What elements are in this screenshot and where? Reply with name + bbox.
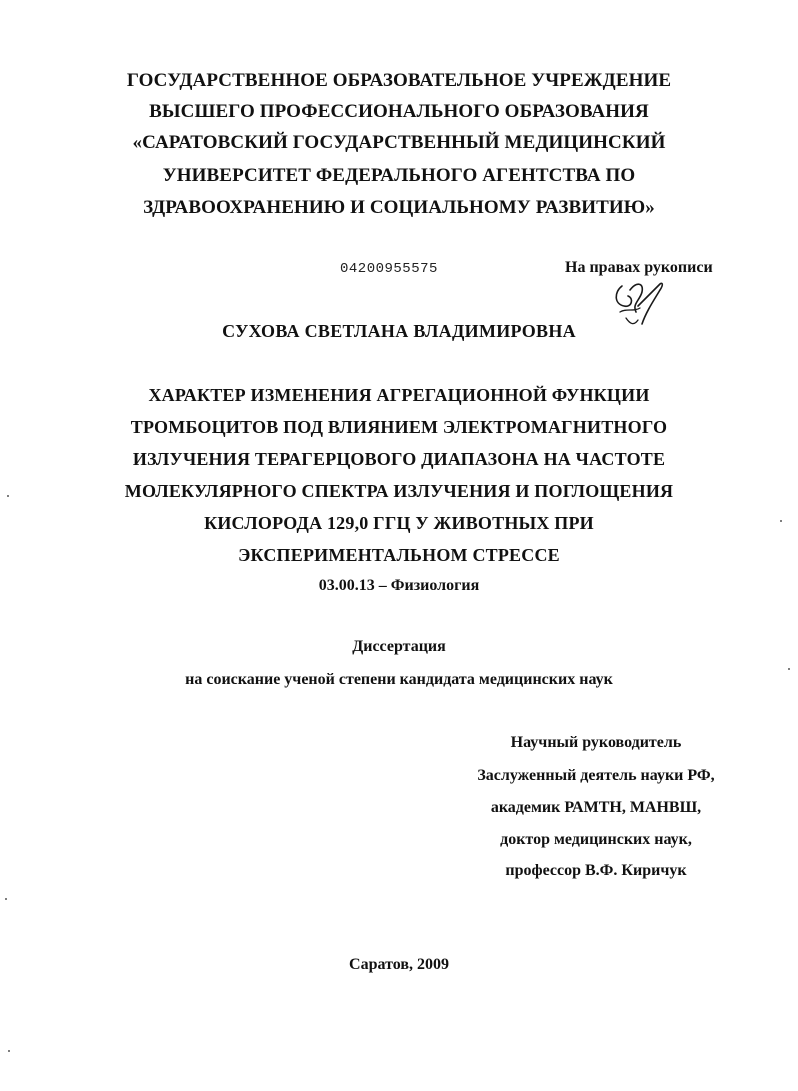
institution-line: УНИВЕРСИТЕТ ФЕДЕРАЛЬНОГО АГЕНТСТВА ПО <box>162 165 636 186</box>
supervisor-line: академик РАМТН, МАНВШ, <box>490 799 702 816</box>
specialty-code: 03.00.13 – Физиология <box>318 577 480 594</box>
title-line: МОЛЕКУЛЯРНОГО СПЕКТРА ИЗЛУЧЕНИЯ И ПОГЛОЩЕНИЯ <box>124 481 674 501</box>
document-type: Диссертация <box>352 638 446 655</box>
scan-speck <box>5 898 7 900</box>
title-line: КИСЛОРОДА 129,0 ГГЦ У ЖИВОТНЫХ ПРИ <box>204 513 594 533</box>
title-line: ИЗЛУЧЕНИЯ ТЕРАГЕРЦОВОГО ДИАПАЗОНА НА ЧАСТОТЕ <box>132 449 666 469</box>
institution-line: ГОСУДАРСТВЕННОЕ ОБРАЗОВАТЕЛЬНОЕ УЧРЕЖДЕНИЕ <box>126 70 672 91</box>
scan-speck <box>788 668 790 670</box>
supervisor-line: Заслуженный деятель науки РФ, <box>477 767 715 784</box>
supervisor-line: доктор медицинских наук, <box>500 831 692 848</box>
library-serial-number: 04200955575 <box>340 261 438 277</box>
scan-speck <box>780 520 782 522</box>
scan-speck <box>7 495 9 497</box>
manuscript-rights-note: На правах рукописи <box>565 259 713 276</box>
supervisor-line: Научный руководитель <box>510 734 682 751</box>
degree-statement: на соискание ученой степени кандидата медицинских наук <box>185 671 613 688</box>
place-and-year: Саратов, 2009 <box>349 956 449 973</box>
title-line: ХАРАКТЕР ИЗМЕНЕНИЯ АГРЕГАЦИОННОЙ ФУНКЦИИ <box>148 385 650 405</box>
institution-line: ВЫСШЕГО ПРОФЕССИОНАЛЬНОГО ОБРАЗОВАНИЯ <box>149 101 649 122</box>
author-name: СУХОВА СВЕТЛАНА ВЛАДИМИРОВНА <box>222 321 576 341</box>
supervisor-line: профессор В.Ф. Киричук <box>505 862 687 879</box>
institution-line: ЗДРАВООХРАНЕНИЮ И СОЦИАЛЬНОМУ РАЗВИТИЮ» <box>143 197 655 218</box>
title-line: ТРОМБОЦИТОВ ПОД ВЛИЯНИЕМ ЭЛЕКТРОМАГНИТНОГО <box>130 417 668 437</box>
title-line: ЭКСПЕРИМЕНТАЛЬНОМ СТРЕССЕ <box>238 545 560 565</box>
institution-line: «САРАТОВСКИЙ ГОСУДАРСТВЕННЫЙ МЕДИЦИНСКИЙ <box>132 132 666 153</box>
scan-speck <box>8 1050 10 1052</box>
